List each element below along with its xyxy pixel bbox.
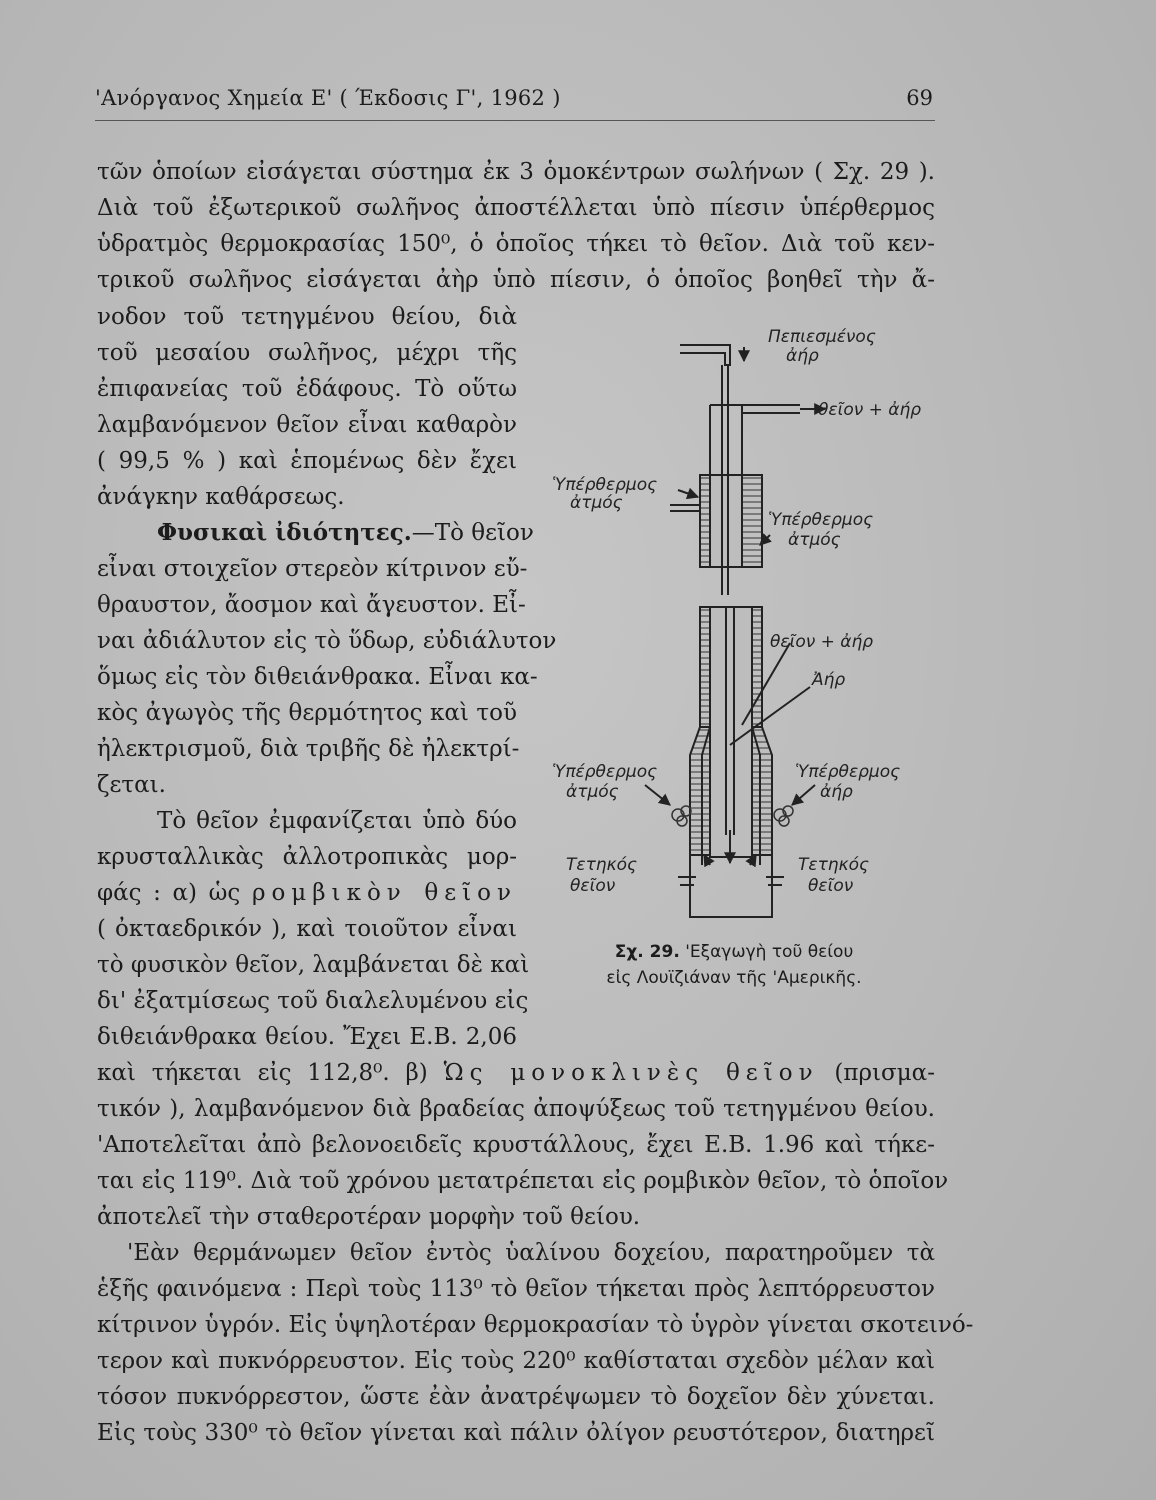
label-steam-right-bot: Ὑπέρθερμος: [795, 762, 901, 782]
text-line: ὑδρατμὸς θερμοκρασίας 150⁰, ὁ ὁποῖος τήκει τὸ θεῖον. Διὰ τοῦ κεν-: [97, 231, 935, 257]
figure-caption-2: εἰς Λουϊζιάναν τῆς 'Αμερικῆς.: [606, 968, 862, 988]
label-molten-right: Τετηκός: [798, 855, 869, 875]
page-number: 69: [906, 86, 933, 110]
label-steam-left-top: Ὑπέρθερμος: [552, 475, 658, 495]
text-line: κὸς ἀγωγὸς τῆς θερμότητος καὶ τοῦ: [97, 700, 517, 726]
label-sulfur-air-mid: θεῖον + ἀήρ: [770, 632, 874, 652]
text-line: διθειάνθρακα θείου. Ἔχει Ε.Β. 2,06: [97, 1024, 517, 1050]
text-span: καὶ τήκεται εἰς 112,8⁰. β): [97, 1060, 444, 1086]
text-line: ται εἰς 119⁰. Διὰ τοῦ χρόνου μετατρέπεται εἰς ρομβικὸν θεῖον, τὸ ὁποῖον: [97, 1168, 949, 1194]
text-line: τερον καὶ πυκνόρρευστον. Εἰς τοὺς 220⁰ καθίσταται σχεδὸν μέλαν καὶ: [97, 1348, 935, 1374]
text-span: φάς : α) ὡς: [97, 880, 241, 906]
label-sulfur-air-top: θεῖον + ἀήρ: [818, 400, 922, 420]
text-line: τοῦ μεσαίου σωλῆνος, μέχρι τῆς: [97, 340, 517, 366]
label-steam-right-top: Ὑπέρθερμος: [768, 510, 874, 530]
label-compressed-air: Πεπιεσμένος: [768, 327, 876, 347]
text-line: ἠλεκτρισμοῦ, διὰ τριβῆς δὲ ἠλεκτρί-: [97, 736, 520, 762]
text-line: δι' ἐξατμίσεως τοῦ διαλελυμένου εἰς: [97, 988, 529, 1014]
text-line: τῶν ὁποίων εἰσάγεται σύστημα ἐκ 3 ὁμοκέντρων σωλήνων ( Σχ. 29 ).: [97, 159, 935, 185]
label-steam-right-top-2: ἀτμός: [788, 530, 841, 550]
text-line: τικόν ), λαμβανόμενον διὰ βραδείας ἀποψύξεως τοῦ τετηγμένου θείου.: [97, 1096, 935, 1122]
caption-number: Σχ. 29.: [614, 942, 680, 962]
section-heading-line: [157, 518, 534, 548]
text-line: 'Αποτελεῖται ἀπὸ βελονοειδεῖς κρυστάλλους, ἔχει Ε.Β. 1.96 καὶ τήκε-: [97, 1132, 935, 1158]
running-header: [95, 84, 935, 121]
text-line: νοδον τοῦ τετηγμένου θείου, διὰ: [97, 304, 517, 330]
label-molten-right-2: θεῖον: [808, 876, 854, 896]
text-line: τὸ φυσικὸν θεῖον, λαμβάνεται δὲ καὶ: [97, 952, 530, 978]
text-line: [97, 878, 517, 908]
text-line: θραυστον, ἄοσμον καὶ ἄγευστον. Εἶ-: [97, 592, 526, 618]
text-span: (πρισμα-: [818, 1060, 935, 1086]
label-steam-left-bot-2: ἀτμός: [566, 782, 619, 802]
label-steam-left-bot: Ὑπέρθερμος: [552, 762, 658, 782]
section-heading: Φυσικαὶ ἰδιότητες.: [157, 519, 412, 546]
wellhead-detail: [670, 345, 825, 595]
text-span: —Τὸ θεῖον: [411, 520, 534, 546]
label-compressed-air-2: ἀήρ: [786, 346, 819, 366]
text-line: τρικοῦ σωλῆνος εἰσάγεται ἀὴρ ὑπὸ πίεσιν, ὁ ὁποῖος βοηθεῖ τὴν ἄ-: [97, 267, 935, 293]
text-line: κρυσταλλικὰς ἀλλοτροπικὰς μορ-: [97, 844, 517, 870]
well-bottom-detail: [645, 607, 815, 917]
text-line: κίτρινον ὑγρόν. Εἰς ὑψηλοτέραν θερμοκρασίαν τὸ ὑγρὸν γίνεται σκοτεινό-: [97, 1312, 974, 1338]
caption-line-1: 'Εξαγωγὴ τοῦ θείου: [685, 942, 854, 962]
label-molten-left-2: θεῖον: [570, 876, 616, 896]
figure-caption: [554, 942, 914, 962]
text-line: εἶναι στοιχεῖον στερεὸν κίτρινον εὔ-: [97, 556, 528, 582]
header-title: 'Ανόργανος Χημεία Ε' ( Έκδοσις Γ', 1962 ): [95, 86, 561, 110]
term-monoclinic-sulfur: Ὡς μονοκλινὲς θεῖον: [443, 1060, 819, 1086]
term-rhombic-sulfur: ρομβικὸν θεῖον: [251, 880, 518, 906]
text-line: ( 99,5 % ) καὶ ἑπομένως δὲν ἔχει: [97, 448, 517, 474]
text-line: ἑξῆς φαινόμενα : Περὶ τοὺς 113⁰ τὸ θεῖον τήκεται πρὸς λεπτόρρευστον: [97, 1276, 935, 1302]
text-line: ἀνάγκην καθάρσεως.: [97, 484, 345, 510]
text-line: Εἰς τοὺς 330⁰ τὸ θεῖον γίνεται καὶ πάλιν ὀλίγον ρευστότερον, διατηρεῖ: [97, 1420, 935, 1446]
text-line: ( ὀκταεδρικόν ), καὶ τοιοῦτον εἶναι: [97, 916, 517, 942]
label-steam-left-top-2: ἀτμός: [570, 493, 623, 513]
text-line: 'Εὰν θερμάνωμεν θεῖον ἐντὸς ὑαλίνου δοχείου, παρατηροῦμεν τὰ: [127, 1240, 935, 1266]
text-line: ἀποτελεῖ τὴν σταθεροτέραν μορφὴν τοῦ θείου.: [97, 1204, 641, 1230]
text-line: ζεται.: [97, 772, 166, 798]
text-line: ἐπιφανείας τοῦ ἐδάφους. Τὸ οὕτω: [97, 376, 517, 402]
label-steam-right-bot-2: ἀήρ: [820, 782, 853, 802]
text-line: λαμβανόμενον θεῖον εἶναι καθαρὸν: [97, 412, 517, 438]
text-line: [97, 1058, 935, 1088]
text-line: ὅμως εἰς τὸν διθειάνθρακα. Εἶναι κα-: [97, 664, 538, 690]
text-line: Διὰ τοῦ ἐξωτερικοῦ σωλῆνος ἀποστέλλεται ὑπὸ πίεσιν ὑπέρθερμος: [97, 195, 935, 221]
label-air: Ἀήρ: [812, 670, 846, 690]
label-molten-left: Τετηκός: [566, 855, 637, 875]
text-line: ναι ἀδιάλυτον εἰς τὸ ὕδωρ, εὐδιάλυτον: [97, 628, 557, 654]
text-line: Τὸ θεῖον ἐμφανίζεται ὑπὸ δύο: [157, 808, 517, 834]
text-line: τόσον πυκνόρρεστον, ὥστε ἐὰν ἀνατρέψωμεν τὸ δοχεῖον δὲν χύνεται.: [97, 1384, 935, 1410]
frasch-process-diagram: [530, 325, 930, 930]
